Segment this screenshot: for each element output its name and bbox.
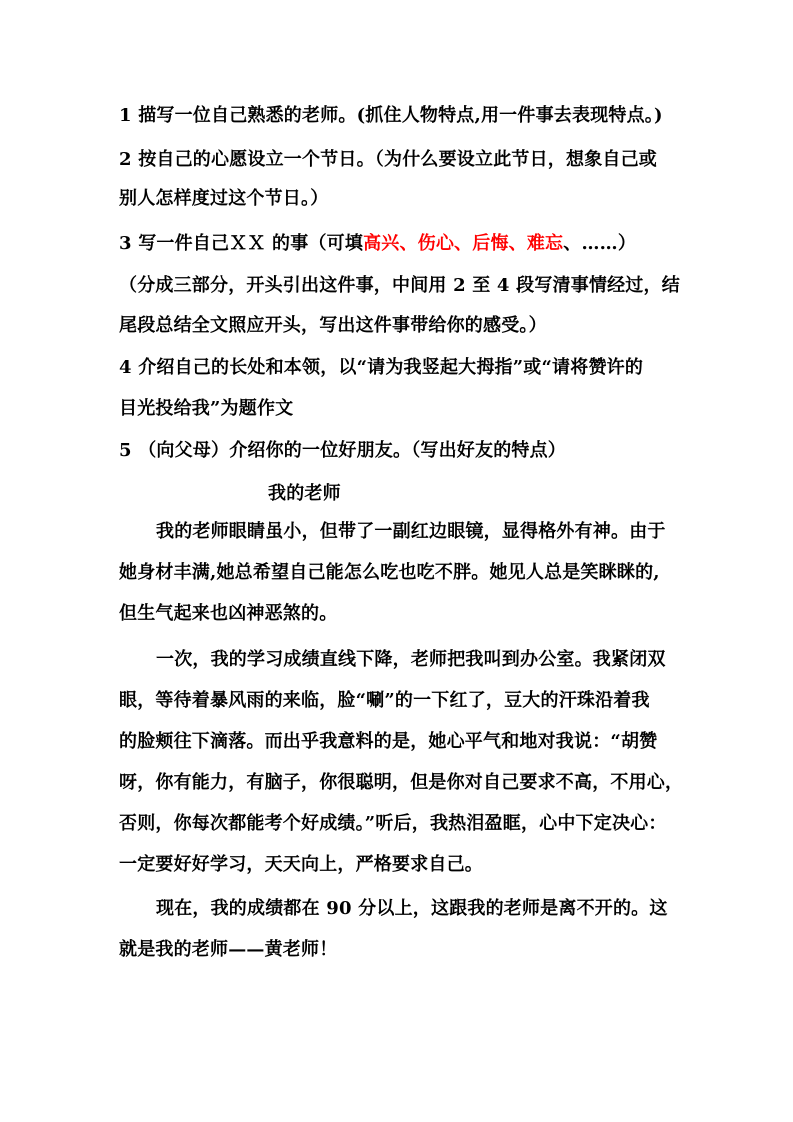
essay-p2-line-3: 的脸颊往下滴落。而出乎我意料的是，她心平气和地对我说：“胡赞: [119, 731, 658, 752]
essay-p2-line-6: 一定要好好学习，天天向上，严格要求自己。: [119, 854, 483, 875]
essay-p1-line-2: 她身材丰满,她总希望自己能怎么吃也吃不胖。她见人总是笑眯眯的,: [119, 562, 660, 583]
prompt-3-highlight: 高兴、伤心、后悔、难忘: [363, 233, 564, 254]
prompt-2-line-2: 别人怎样度过这个节日。）: [119, 188, 329, 209]
prompt-2-line-1: 2 按自己的心愿设立一个节日。（为什么要设立此节日，想象自己或: [119, 149, 657, 170]
essay-p2-line-2: 眼，等待着暴风雨的来临，脸“唰”的一下红了，豆大的汗珠沿着我: [119, 690, 650, 711]
essay-p1-line-3: 但生气起来也凶神恶煞的。: [119, 603, 338, 624]
prompt-3-suffix: 、……）: [563, 233, 637, 254]
essay-p3-line-1: 现在，我的成绩都在 90 分以上，这跟我的老师是离不开的。这: [156, 898, 668, 919]
essay-title: 我的老师: [268, 483, 341, 504]
prompt-3: [119, 232, 679, 256]
essay-p2-line-4: 呀，你有能力，有脑子，你很聪明，但是你对自己要求不高，不用心，: [119, 772, 684, 793]
prompt-3-prefix: 3 写一件自己ＸＸ 的事（可填: [119, 233, 364, 254]
prompt-4-line-1: 4 介绍自己的长处和本领，以“请为我竖起大拇指”或“请将赞许的: [119, 357, 644, 378]
prompt-4-line-2: 目光投给我”为题作文: [119, 398, 294, 419]
prompt-3-note-line-2: 尾段总结全文照应开头，写出这件事带给你的感受。）: [119, 315, 547, 336]
prompt-5: 5 （向父母）介绍你的一位好朋友。（写出好友的特点）: [119, 440, 566, 461]
essay-p1-line-1: 我的老师眼睛虽小，但带了一副红边眼镜，显得格外有神。由于: [156, 521, 666, 542]
essay-p3-line-2: 就是我的老师——黄老师！: [119, 939, 338, 960]
essay-p2-line-5: 否则，你每次都能考个好成绩。”听后，我热泪盈眶，心中下定决心：: [119, 813, 667, 834]
prompt-1: 1 描写一位自己熟悉的老师。(抓住人物特点,用一件事去表现特点。): [119, 105, 663, 126]
prompt-3-note-line-1: （分成三部分，开头引出这件事，中间用 2 至 4 段写清事情经过，结: [119, 275, 680, 296]
essay-p2-line-1: 一次，我的学习成绩直线下降，老师把我叫到办公室。我紧闭双: [156, 649, 666, 670]
